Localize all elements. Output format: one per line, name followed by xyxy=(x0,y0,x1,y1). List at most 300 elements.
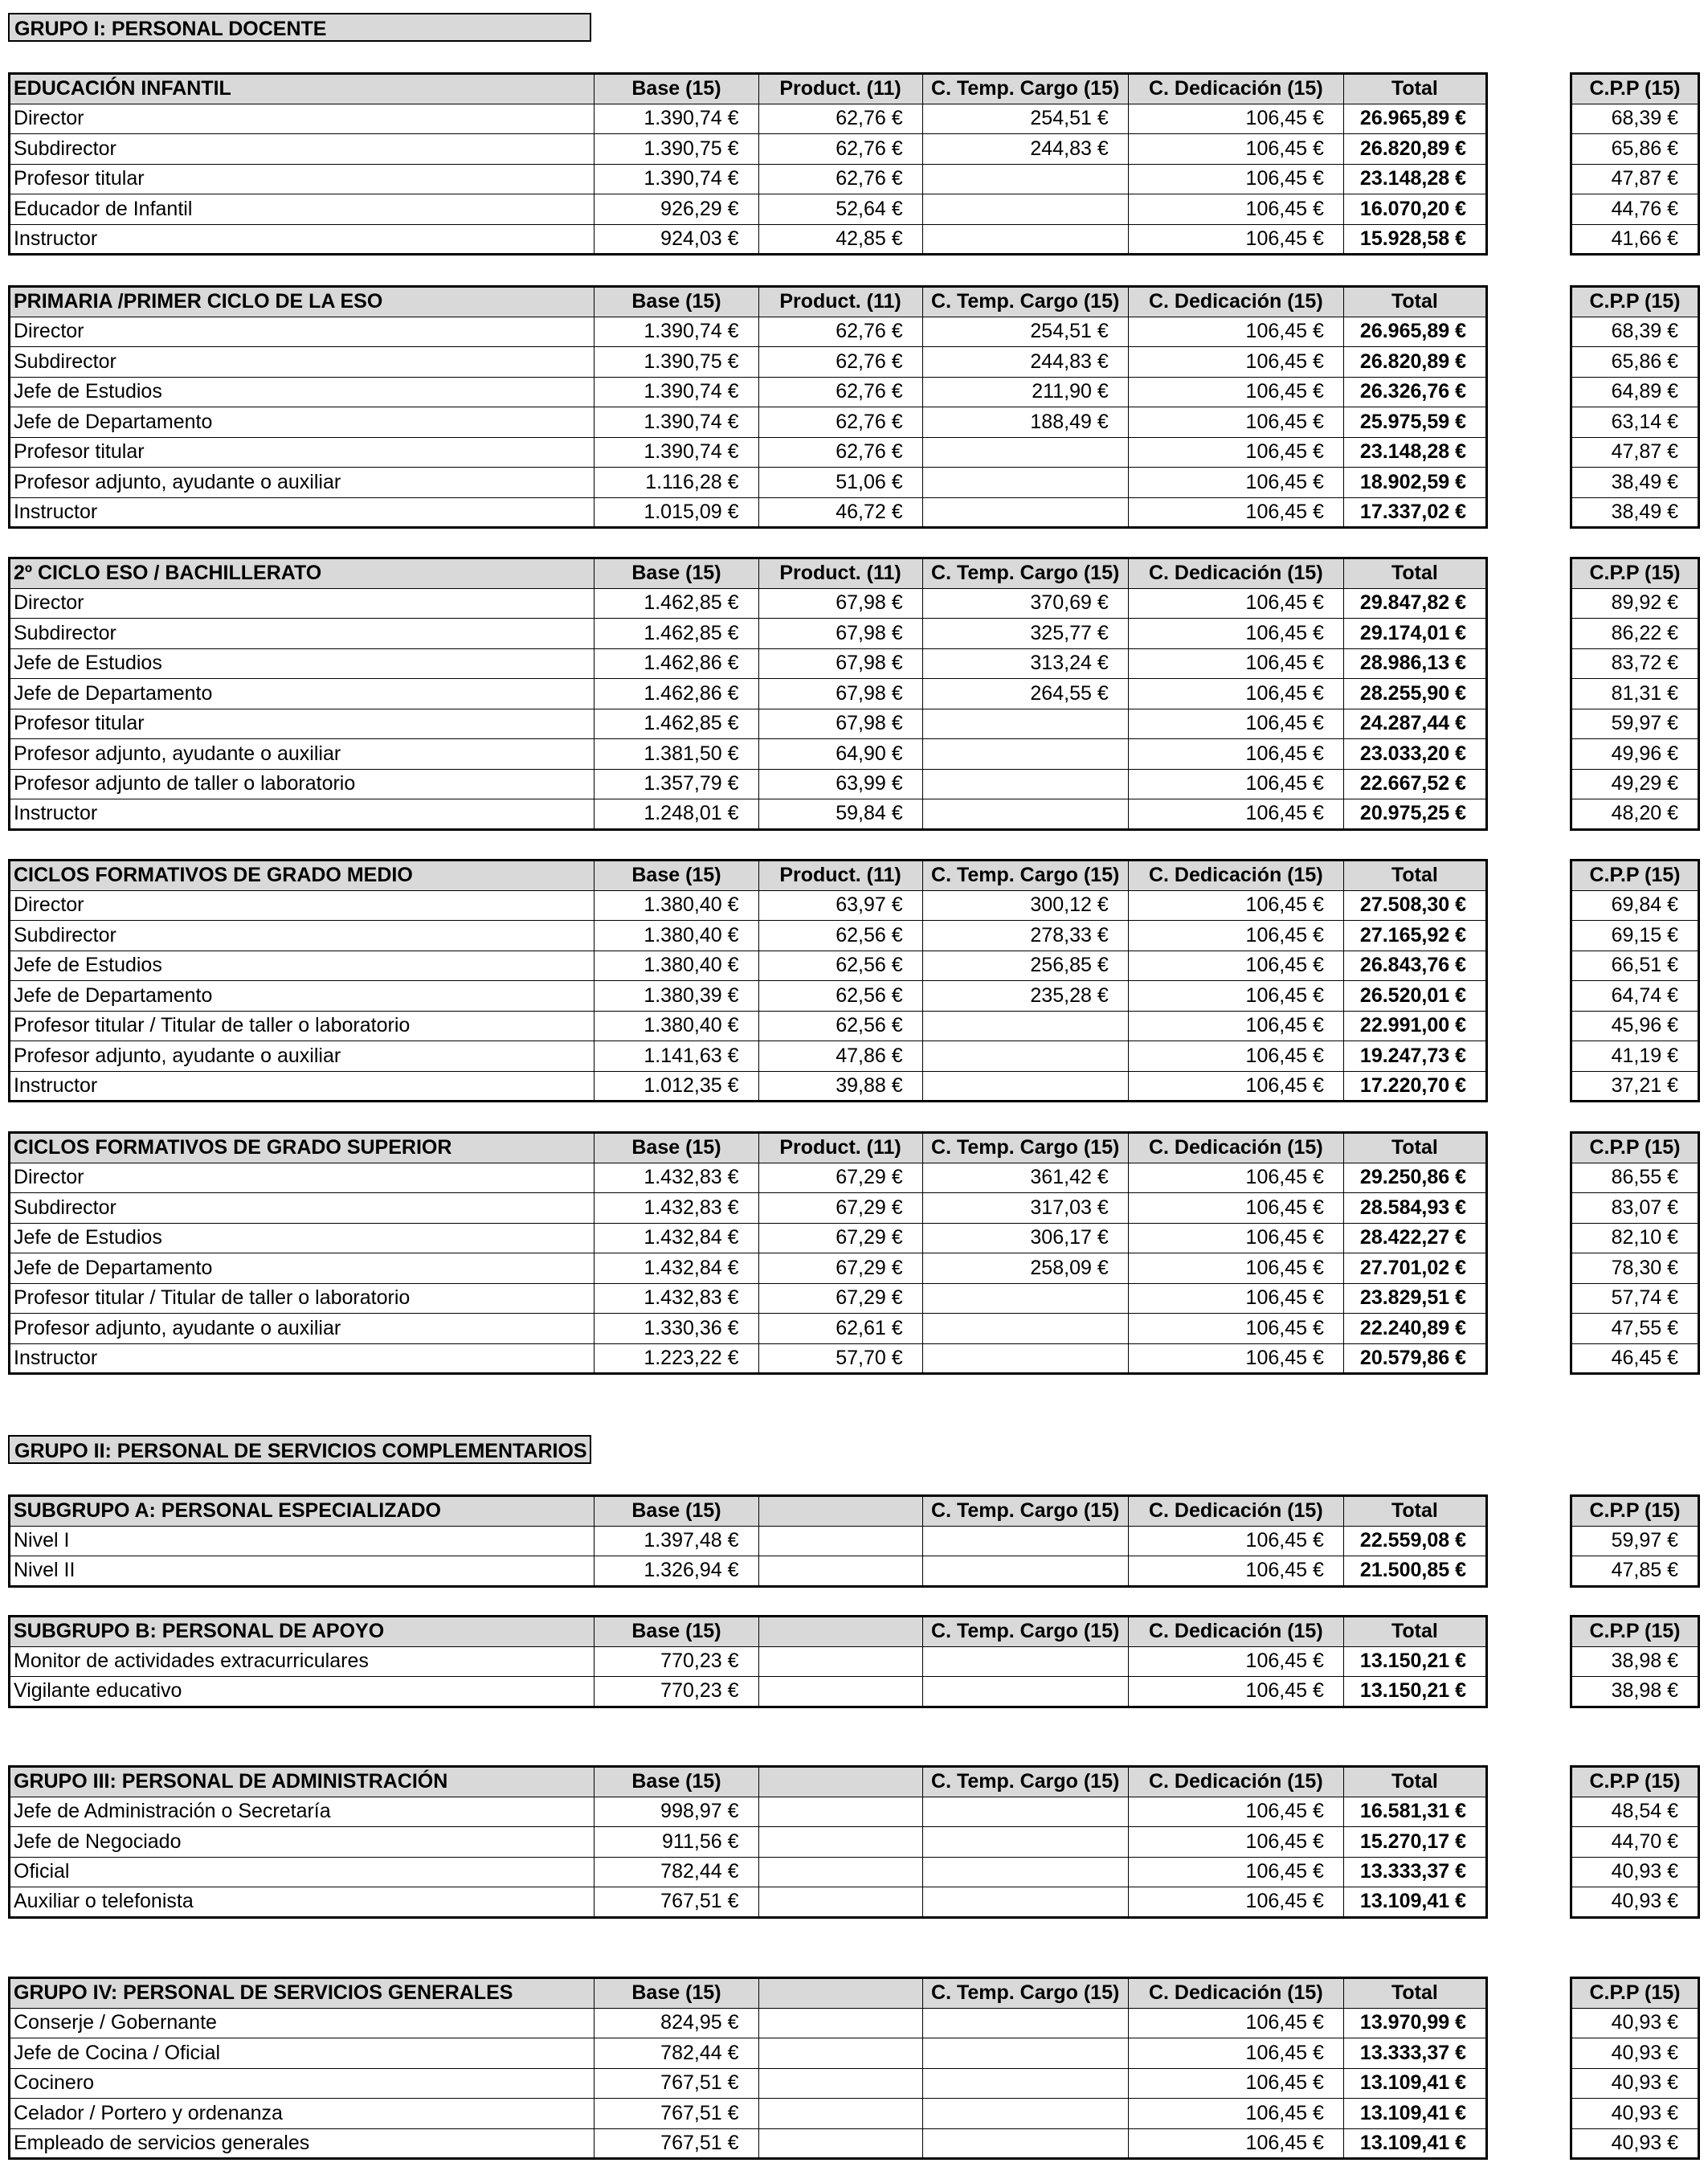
salary-table xyxy=(8,1615,1488,1708)
cell-product: 67,29 € xyxy=(758,1283,922,1314)
table-row xyxy=(1571,588,1699,619)
section-title: GRUPO III: PERSONAL DE ADMINISTRACIÓN xyxy=(10,1767,595,1797)
cell-position: Jefe de Estudios xyxy=(10,377,595,407)
cell-product: 67,29 € xyxy=(758,1193,922,1224)
table-row xyxy=(10,1071,1487,1102)
cell-position: Director xyxy=(10,588,595,619)
cpp-table xyxy=(1570,1131,1700,1375)
table-row xyxy=(1571,1223,1699,1253)
cell-base: 1.326,94 € xyxy=(595,1556,758,1587)
cpp-table xyxy=(1570,285,1700,529)
section-title: CICLOS FORMATIVOS DE GRADO SUPERIOR xyxy=(10,1133,595,1163)
cell-temp-cargo: 313,24 € xyxy=(922,648,1128,679)
cell-dedicacion: 106,45 € xyxy=(1128,134,1343,165)
cell-total: 23.033,20 € xyxy=(1343,739,1486,770)
cell-total: 22.991,00 € xyxy=(1343,1011,1486,1041)
cell-temp-cargo xyxy=(922,2068,1128,2099)
cell-base: 1.380,40 € xyxy=(595,951,758,981)
cell-base: 1.012,35 € xyxy=(595,1071,758,1102)
cell-position: Profesor adjunto, ayudante o auxiliar xyxy=(10,1314,595,1344)
cell-base: 770,23 € xyxy=(595,1677,758,1707)
cell-dedicacion: 106,45 € xyxy=(1128,1071,1343,1102)
cell-cpp: 41,66 € xyxy=(1571,224,1699,255)
table-row xyxy=(10,164,1487,194)
cell-cpp: 64,74 € xyxy=(1571,981,1699,1012)
cell-product: 62,76 € xyxy=(758,104,922,134)
cell-total: 13.109,41 € xyxy=(1343,2068,1486,2099)
cell-temp-cargo xyxy=(922,1827,1128,1858)
cell-cpp: 69,15 € xyxy=(1571,921,1699,951)
cell-total: 17.337,02 € xyxy=(1343,497,1486,528)
cell-product xyxy=(758,1827,922,1858)
cell-position: Jefe de Administración o Secretaría xyxy=(10,1797,595,1827)
cell-dedicacion: 106,45 € xyxy=(1128,1556,1343,1587)
cell-base: 1.462,86 € xyxy=(595,679,758,709)
table-row xyxy=(1571,437,1699,468)
cell-cpp: 57,74 € xyxy=(1571,1283,1699,1314)
cell-base: 1.462,86 € xyxy=(595,648,758,679)
table-row xyxy=(1571,194,1699,225)
cell-position: Subdirector xyxy=(10,347,595,378)
table-header-row xyxy=(10,287,1487,317)
cell-position: Jefe de Departamento xyxy=(10,981,595,1012)
cell-base: 782,44 € xyxy=(595,2038,758,2069)
cell-dedicacion: 106,45 € xyxy=(1128,921,1343,951)
cell-cpp: 86,22 € xyxy=(1571,619,1699,649)
section-title: PRIMARIA /PRIMER CICLO DE LA ESO xyxy=(10,287,595,317)
cell-position: Director xyxy=(10,890,595,921)
section-title: CICLOS FORMATIVOS DE GRADO MEDIO xyxy=(10,861,595,891)
cell-product xyxy=(758,1887,922,1918)
cell-position: Profesor titular xyxy=(10,164,595,194)
cell-cpp: 38,98 € xyxy=(1571,1646,1699,1677)
cell-temp-cargo xyxy=(922,1071,1128,1102)
table-row xyxy=(10,468,1487,498)
table-row xyxy=(1571,377,1699,407)
cell-total: 26.965,89 € xyxy=(1343,104,1486,134)
cpp-table xyxy=(1570,1977,1700,2160)
cell-position: Oficial xyxy=(10,1857,595,1887)
table-row xyxy=(1571,890,1699,921)
cell-base: 1.390,74 € xyxy=(595,437,758,468)
table-row xyxy=(1571,981,1699,1012)
header-temp-cargo: C. Temp. Cargo (15) xyxy=(922,1617,1128,1647)
cell-cpp: 40,93 € xyxy=(1571,2099,1699,2129)
cell-base: 911,56 € xyxy=(595,1827,758,1858)
cell-base: 767,51 € xyxy=(595,2128,758,2159)
cell-base: 926,29 € xyxy=(595,194,758,225)
cell-dedicacion: 106,45 € xyxy=(1128,1163,1343,1193)
section-title: SUBGRUPO A: PERSONAL ESPECIALIZADO xyxy=(10,1496,595,1527)
cell-position: Celador / Portero y ordenanza xyxy=(10,2099,595,2129)
cell-position: Jefe de Cocina / Oficial xyxy=(10,2038,595,2069)
cell-position: Jefe de Departamento xyxy=(10,407,595,438)
cell-cpp: 40,93 € xyxy=(1571,2008,1699,2038)
cell-position: Empleado de servicios generales xyxy=(10,2128,595,2159)
cell-temp-cargo: 258,09 € xyxy=(922,1253,1128,1284)
cell-product: 62,56 € xyxy=(758,1011,922,1041)
table-row xyxy=(1571,1797,1699,1827)
cpp-table xyxy=(1570,1615,1700,1708)
table-row xyxy=(10,2038,1487,2069)
cell-temp-cargo: 244,83 € xyxy=(922,347,1128,378)
table-row xyxy=(10,224,1487,255)
cell-temp-cargo: 370,69 € xyxy=(922,588,1128,619)
cell-product: 67,98 € xyxy=(758,709,922,739)
cell-product: 63,99 € xyxy=(758,769,922,799)
cell-temp-cargo xyxy=(922,224,1128,255)
cell-position: Instructor xyxy=(10,1071,595,1102)
cell-base: 1.432,83 € xyxy=(595,1163,758,1193)
cell-dedicacion: 106,45 € xyxy=(1128,2068,1343,2099)
cell-total: 20.579,86 € xyxy=(1343,1343,1486,1374)
cell-cpp: 68,39 € xyxy=(1571,104,1699,134)
cell-base: 1.223,22 € xyxy=(595,1343,758,1374)
cell-dedicacion: 106,45 € xyxy=(1128,437,1343,468)
table-row xyxy=(10,1343,1487,1374)
section-title: EDUCACIÓN INFANTIL xyxy=(10,74,595,104)
cell-dedicacion: 106,45 € xyxy=(1128,951,1343,981)
table-row xyxy=(1571,468,1699,498)
cell-position: Jefe de Negociado xyxy=(10,1827,595,1858)
table-row xyxy=(1571,2099,1699,2129)
cell-total: 23.148,28 € xyxy=(1343,437,1486,468)
cell-total: 19.247,73 € xyxy=(1343,1041,1486,1072)
salary-table xyxy=(8,1765,1488,1919)
table-row xyxy=(10,2068,1487,2099)
cell-temp-cargo xyxy=(922,2008,1128,2038)
cell-total: 22.667,52 € xyxy=(1343,769,1486,799)
table-row xyxy=(1571,134,1699,165)
header-product: Product. (11) xyxy=(758,1133,922,1163)
header-temp-cargo: C. Temp. Cargo (15) xyxy=(922,1767,1128,1797)
cell-total: 29.174,01 € xyxy=(1343,619,1486,649)
cell-total: 28.255,90 € xyxy=(1343,679,1486,709)
cell-temp-cargo xyxy=(922,709,1128,739)
cell-base: 1.397,48 € xyxy=(595,1526,758,1556)
cell-total: 28.986,13 € xyxy=(1343,648,1486,679)
cell-dedicacion: 106,45 € xyxy=(1128,890,1343,921)
cell-cpp: 59,97 € xyxy=(1571,709,1699,739)
header-dedicacion: C. Dedicación (15) xyxy=(1128,1767,1343,1797)
cell-position: Profesor titular / Titular de taller o laboratorio xyxy=(10,1283,595,1314)
header-total: Total xyxy=(1343,74,1486,104)
cell-dedicacion: 106,45 € xyxy=(1128,619,1343,649)
cell-temp-cargo xyxy=(922,1556,1128,1587)
header-product xyxy=(758,1496,922,1527)
table-row xyxy=(1571,619,1699,649)
table-row xyxy=(10,497,1487,528)
cell-product xyxy=(758,2008,922,2038)
cell-position: Instructor xyxy=(10,799,595,830)
header-dedicacion: C. Dedicación (15) xyxy=(1128,1133,1343,1163)
header-dedicacion: C. Dedicación (15) xyxy=(1128,287,1343,317)
cell-cpp: 69,84 € xyxy=(1571,890,1699,921)
cell-cpp: 46,45 € xyxy=(1571,1343,1699,1374)
cell-cpp: 47,55 € xyxy=(1571,1314,1699,1344)
table-row xyxy=(1571,1827,1699,1858)
cell-base: 998,97 € xyxy=(595,1797,758,1827)
table-row xyxy=(10,679,1487,709)
table-row xyxy=(10,799,1487,830)
table-row xyxy=(10,1011,1487,1041)
cell-cpp: 86,55 € xyxy=(1571,1163,1699,1193)
cell-product: 59,84 € xyxy=(758,799,922,830)
cell-dedicacion: 106,45 € xyxy=(1128,497,1343,528)
cell-dedicacion: 106,45 € xyxy=(1128,2038,1343,2069)
table-row xyxy=(10,1526,1487,1556)
header-total: Total xyxy=(1343,861,1486,891)
table-row xyxy=(1571,1526,1699,1556)
group-title-2: GRUPO II: PERSONAL DE SERVICIOS COMPLEMENTARIOS xyxy=(8,1435,591,1464)
cell-position: Nivel II xyxy=(10,1556,595,1587)
table-row xyxy=(10,1797,1487,1827)
cell-dedicacion: 106,45 € xyxy=(1128,709,1343,739)
header-base: Base (15) xyxy=(595,861,758,891)
cell-temp-cargo: 188,49 € xyxy=(922,407,1128,438)
header-total: Total xyxy=(1343,1617,1486,1647)
cell-dedicacion: 106,45 € xyxy=(1128,1646,1343,1677)
cell-cpp: 48,54 € xyxy=(1571,1797,1699,1827)
salary-table xyxy=(8,1977,1488,2160)
cell-base: 770,23 € xyxy=(595,1646,758,1677)
table-row xyxy=(1571,1283,1699,1314)
table-row xyxy=(1571,1677,1699,1707)
header-base: Base (15) xyxy=(595,1978,758,2009)
cell-cpp: 49,96 € xyxy=(1571,739,1699,770)
header-total: Total xyxy=(1343,1767,1486,1797)
header-base: Base (15) xyxy=(595,558,758,589)
cell-cpp: 45,96 € xyxy=(1571,1011,1699,1041)
cell-temp-cargo xyxy=(922,468,1128,498)
table-header-row xyxy=(10,1496,1487,1527)
cell-cpp: 63,14 € xyxy=(1571,407,1699,438)
cell-temp-cargo xyxy=(922,1343,1128,1374)
cell-temp-cargo: 361,42 € xyxy=(922,1163,1128,1193)
cell-position: Subdirector xyxy=(10,921,595,951)
cell-total: 17.220,70 € xyxy=(1343,1071,1486,1102)
salary-table xyxy=(8,285,1488,529)
table-row xyxy=(1571,921,1699,951)
table-row xyxy=(1571,224,1699,255)
table-row xyxy=(1571,799,1699,830)
cell-product: 46,72 € xyxy=(758,497,922,528)
cell-product: 67,98 € xyxy=(758,588,922,619)
cell-product xyxy=(758,1556,922,1587)
cell-product xyxy=(758,1797,922,1827)
cell-cpp: 40,93 € xyxy=(1571,2128,1699,2159)
table-row xyxy=(1571,317,1699,347)
header-product: Product. (11) xyxy=(758,558,922,589)
header-cpp: C.P.P (15) xyxy=(1571,1496,1699,1527)
cell-total: 13.333,37 € xyxy=(1343,1857,1486,1887)
cell-position: Jefe de Estudios xyxy=(10,1223,595,1253)
cpp-table xyxy=(1570,557,1700,831)
cell-product: 57,70 € xyxy=(758,1343,922,1374)
header-cpp: C.P.P (15) xyxy=(1571,287,1699,317)
cell-base: 924,03 € xyxy=(595,224,758,255)
table-row xyxy=(10,890,1487,921)
cell-position: Profesor titular / Titular de taller o laboratorio xyxy=(10,1011,595,1041)
header-dedicacion: C. Dedicación (15) xyxy=(1128,74,1343,104)
header-total: Total xyxy=(1343,1496,1486,1527)
header-product xyxy=(758,1978,922,2009)
cell-product: 62,76 € xyxy=(758,347,922,378)
table-row xyxy=(10,2128,1487,2159)
cell-total: 25.975,59 € xyxy=(1343,407,1486,438)
cell-dedicacion: 106,45 € xyxy=(1128,1223,1343,1253)
header-cpp: C.P.P (15) xyxy=(1571,74,1699,104)
cell-total: 27.508,30 € xyxy=(1343,890,1486,921)
cell-total: 16.070,20 € xyxy=(1343,194,1486,225)
table-row xyxy=(1571,2068,1699,2099)
table-row xyxy=(1571,1556,1699,1587)
cell-dedicacion: 106,45 € xyxy=(1128,224,1343,255)
cell-total: 29.250,86 € xyxy=(1343,1163,1486,1193)
cell-position: Director xyxy=(10,1163,595,1193)
salary-table xyxy=(8,859,1488,1102)
cell-product: 62,61 € xyxy=(758,1314,922,1344)
cell-product xyxy=(758,2038,922,2069)
header-total: Total xyxy=(1343,1978,1486,2009)
cell-dedicacion: 106,45 € xyxy=(1128,377,1343,407)
section-title: 2º CICLO ESO / BACHILLERATO xyxy=(10,558,595,589)
cell-cpp: 40,93 € xyxy=(1571,1857,1699,1887)
header-cpp: C.P.P (15) xyxy=(1571,861,1699,891)
cell-dedicacion: 106,45 € xyxy=(1128,1827,1343,1858)
table-row xyxy=(1571,1857,1699,1887)
header-temp-cargo: C. Temp. Cargo (15) xyxy=(922,1496,1128,1527)
cell-temp-cargo xyxy=(922,497,1128,528)
cell-position: Profesor adjunto de taller o laboratorio xyxy=(10,769,595,799)
table-row xyxy=(1571,164,1699,194)
cell-position: Vigilante educativo xyxy=(10,1677,595,1707)
cell-total: 24.287,44 € xyxy=(1343,709,1486,739)
table-row xyxy=(10,588,1487,619)
header-cpp: C.P.P (15) xyxy=(1571,558,1699,589)
cell-dedicacion: 106,45 € xyxy=(1128,799,1343,830)
cell-dedicacion: 106,45 € xyxy=(1128,1526,1343,1556)
cell-total: 13.150,21 € xyxy=(1343,1646,1486,1677)
cell-position: Instructor xyxy=(10,1343,595,1374)
cell-dedicacion: 106,45 € xyxy=(1128,1011,1343,1041)
header-cpp: C.P.P (15) xyxy=(1571,1133,1699,1163)
table-row xyxy=(1571,104,1699,134)
cell-position: Profesor adjunto, ayudante o auxiliar xyxy=(10,1041,595,1072)
cell-base: 1.248,01 € xyxy=(595,799,758,830)
cell-base: 1.390,75 € xyxy=(595,347,758,378)
cell-cpp: 82,10 € xyxy=(1571,1223,1699,1253)
cell-total: 26.820,89 € xyxy=(1343,134,1486,165)
cell-cpp: 59,97 € xyxy=(1571,1526,1699,1556)
cell-position: Cocinero xyxy=(10,2068,595,2099)
table-row xyxy=(10,1283,1487,1314)
header-total: Total xyxy=(1343,287,1486,317)
header-cpp: C.P.P (15) xyxy=(1571,1617,1699,1647)
cell-total: 13.333,37 € xyxy=(1343,2038,1486,2069)
cell-dedicacion: 106,45 € xyxy=(1128,194,1343,225)
cell-base: 824,95 € xyxy=(595,2008,758,2038)
cell-cpp: 47,87 € xyxy=(1571,437,1699,468)
header-cpp: C.P.P (15) xyxy=(1571,1767,1699,1797)
cell-product: 62,76 € xyxy=(758,437,922,468)
table-row xyxy=(1571,951,1699,981)
cell-temp-cargo xyxy=(922,1283,1128,1314)
cell-total: 29.847,82 € xyxy=(1343,588,1486,619)
table-row xyxy=(1571,1163,1699,1193)
table-row xyxy=(1571,347,1699,378)
cell-temp-cargo xyxy=(922,799,1128,830)
cell-dedicacion: 106,45 € xyxy=(1128,648,1343,679)
header-temp-cargo: C. Temp. Cargo (15) xyxy=(922,1133,1128,1163)
cell-dedicacion: 106,45 € xyxy=(1128,1887,1343,1918)
cell-cpp: 65,86 € xyxy=(1571,347,1699,378)
cell-base: 1.432,84 € xyxy=(595,1223,758,1253)
cell-cpp: 48,20 € xyxy=(1571,799,1699,830)
cell-position: Jefe de Estudios xyxy=(10,648,595,679)
table-row xyxy=(1571,769,1699,799)
cell-base: 1.390,74 € xyxy=(595,164,758,194)
table-row xyxy=(1571,1041,1699,1072)
cell-product: 51,06 € xyxy=(758,468,922,498)
cell-cpp: 40,93 € xyxy=(1571,1887,1699,1918)
header-dedicacion: C. Dedicación (15) xyxy=(1128,1617,1343,1647)
table-row xyxy=(1571,407,1699,438)
salary-table xyxy=(8,1494,1488,1588)
cell-position: Profesor adjunto, ayudante o auxiliar xyxy=(10,468,595,498)
cell-product: 42,85 € xyxy=(758,224,922,255)
cell-position: Subdirector xyxy=(10,619,595,649)
cell-temp-cargo xyxy=(922,1041,1128,1072)
table-row xyxy=(10,981,1487,1012)
table-header-row xyxy=(10,74,1487,104)
table-header-row xyxy=(10,1617,1487,1647)
cell-total: 23.829,51 € xyxy=(1343,1283,1486,1314)
cell-cpp: 44,70 € xyxy=(1571,1827,1699,1858)
cell-base: 1.462,85 € xyxy=(595,709,758,739)
header-base: Base (15) xyxy=(595,1496,758,1527)
header-product: Product. (11) xyxy=(758,287,922,317)
table-row xyxy=(10,1857,1487,1887)
cell-base: 1.390,75 € xyxy=(595,134,758,165)
table-row xyxy=(10,134,1487,165)
cell-base: 1.015,09 € xyxy=(595,497,758,528)
cell-total: 13.109,41 € xyxy=(1343,1887,1486,1918)
cell-base: 1.390,74 € xyxy=(595,407,758,438)
table-row xyxy=(10,1163,1487,1193)
cell-cpp: 38,49 € xyxy=(1571,468,1699,498)
header-base: Base (15) xyxy=(595,1767,758,1797)
header-temp-cargo: C. Temp. Cargo (15) xyxy=(922,861,1128,891)
cell-cpp: 89,92 € xyxy=(1571,588,1699,619)
cell-dedicacion: 106,45 € xyxy=(1128,2128,1343,2159)
cell-total: 20.975,25 € xyxy=(1343,799,1486,830)
cell-product xyxy=(758,1646,922,1677)
cell-product: 67,98 € xyxy=(758,679,922,709)
cell-product xyxy=(758,2068,922,2099)
cell-base: 1.380,40 € xyxy=(595,921,758,951)
table-row xyxy=(10,1041,1487,1072)
table-row xyxy=(1571,1646,1699,1677)
table-header-row xyxy=(10,1767,1487,1797)
table-header-row xyxy=(10,558,1487,589)
cell-cpp: 83,72 € xyxy=(1571,648,1699,679)
cpp-table xyxy=(1570,72,1700,256)
cell-temp-cargo xyxy=(922,1797,1128,1827)
cell-dedicacion: 106,45 € xyxy=(1128,1314,1343,1344)
cell-product: 67,29 € xyxy=(758,1253,922,1284)
cell-temp-cargo xyxy=(922,1011,1128,1041)
